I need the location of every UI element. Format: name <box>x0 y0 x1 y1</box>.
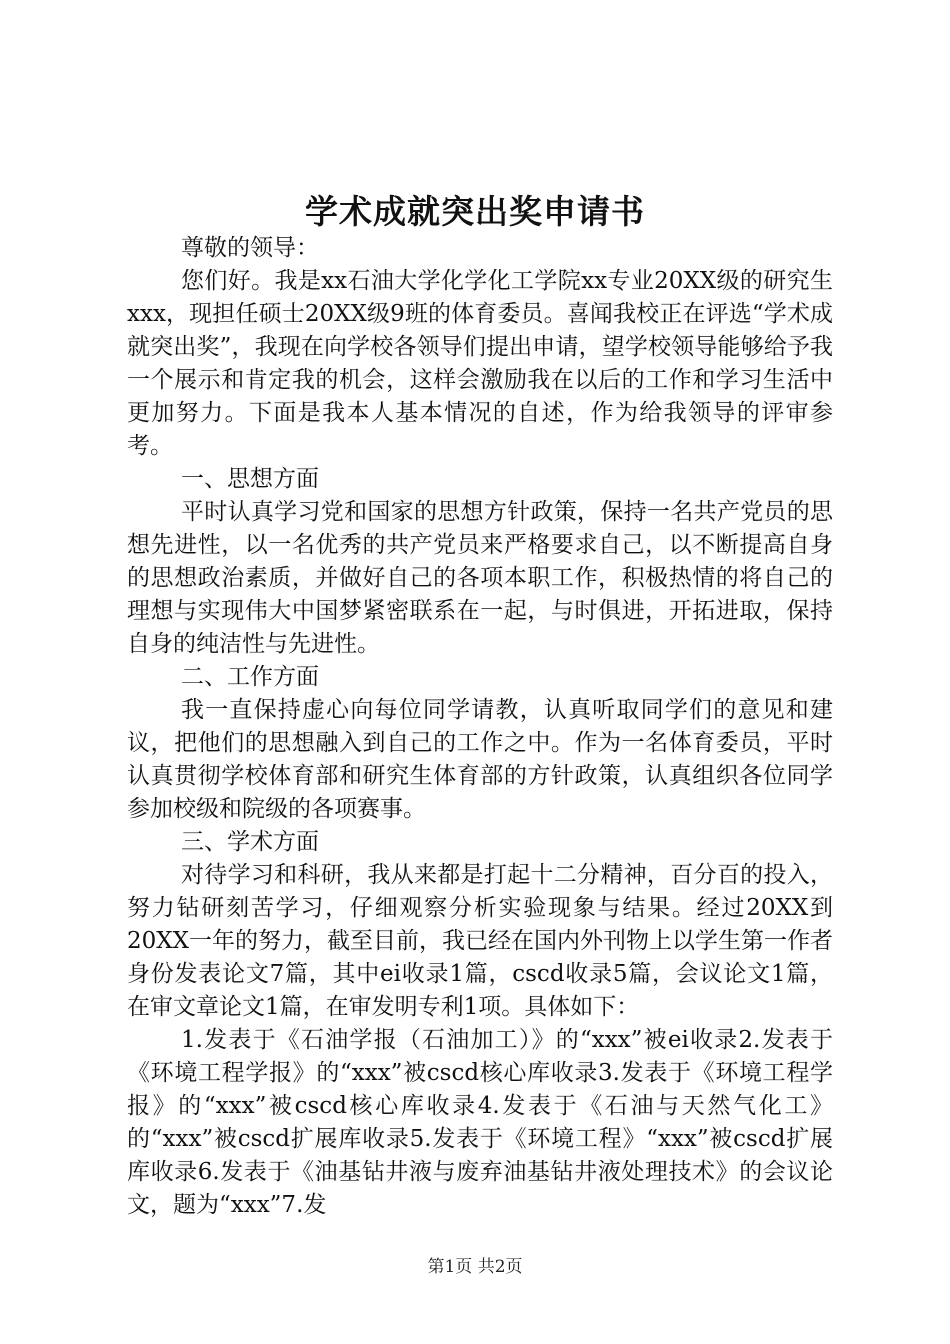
paragraph-ideology: 平时认真学习党和国家的思想方针政策，保持一名共产党员的思想先进性，以一名优秀的共产党员来严格要求自己，以不断提高自身的思想政治素质，并做好自己的各项本职工作，积极热情的将自己的理想与实现伟大中国梦紧密联系在一起，与时俱进，开拓进取，保持自身的纯洁性与先进性。 <box>127 499 833 657</box>
section-heading-ideology: 一、思想方面 <box>181 466 319 492</box>
paragraph-intro: 您们好。我是xx石油大学化学化工学院xx专业20XX级的研究生xxx，现担任硕士20XX级9班的体育委员。喜闻我校正在评选“学术成就突出奖”，我现在向学校各领导们提出申请，望学校领导能够给予我一个展示和肯定我的机会，这样会激励我在以后的工作和学习生活中更加努力。下面是我本人基本情况的自述，作为给我领导的评审参考。 <box>127 268 833 459</box>
paragraph-work: 我一直保持虚心向每位同学请教，认真听取同学们的意见和建议，把他们的思想融入到自己的工作之中。作为一名体育委员，平时认真贯彻学校体育部和研究生体育部的方针政策，认真组织各位同学参加校级和院级的各项赛事。 <box>127 697 833 822</box>
document-title: 学术成就突出奖申请书 <box>305 192 645 231</box>
document-body <box>127 232 833 1222</box>
section-heading-work: 二、工作方面 <box>181 664 319 690</box>
paragraph-publication-list: 1.发表于《石油学报（石油加工）》的“xxx”被ei收录2.发表于《环境工程学报》的“xxx”被cscd核心库收录3.发表于《环境工程学报》的“xxx”被cscd核心库收录4.发表于《石油与天然气化工》的“xxx”被cscd扩展库收录5.发表于《环境工程》“xxx”被cscd扩展库收录6.发表于《油基钻井液与废弃油基钻井液处理技术》的会议论文，题为“xxx”7.发 <box>127 1027 833 1218</box>
page-number: 第1页 共2页 <box>427 1257 523 1277</box>
section-heading-academic: 三、学术方面 <box>181 829 319 855</box>
paragraph-academic: 对待学习和科研，我从来都是打起十二分精神，百分百的投入，努力钻研刻苦学习，仔细观察分析实验现象与结果。经过20XX到20XX一年的努力，截至目前，我已经在国内外刊物上以学生第一作者身份发表论文7篇，其中ei收录1篇，cscd收录5篇，会议论文1篇，在审文章论文1篇，在审发明专利1项。具体如下： <box>127 862 834 1020</box>
salutation: 尊敬的领导： <box>181 235 319 261</box>
